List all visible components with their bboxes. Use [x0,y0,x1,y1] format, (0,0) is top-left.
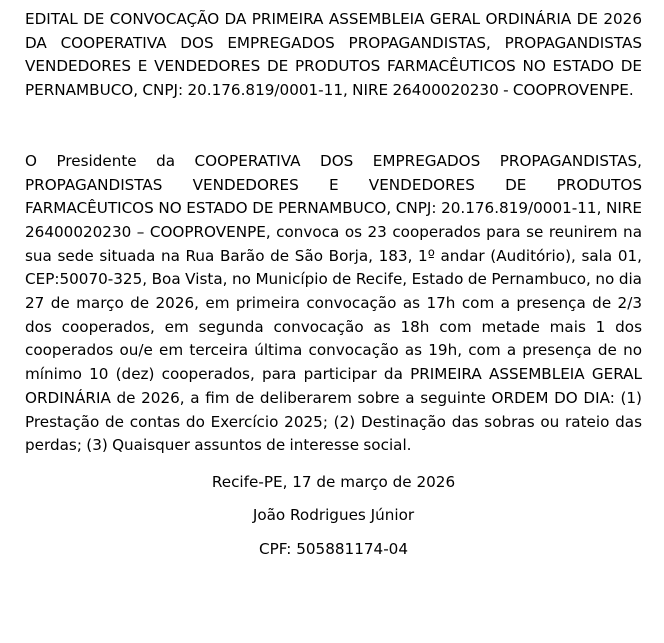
notice-body: O Presidente da COOPERATIVA DOS EMPREGADOS PROPAGANDISTAS, PROPAGANDISTAS VENDEDORES E VENDEDORES DE PRODUTOS FARMACÊUTICOS NO ESTADO DE PERNAMBUCO, CNPJ: 20.176.819/0001-11, NIRE 26400020230 – COOPROVENPE, convoca os 23 cooperados para se reunirem na sua sede situada na Rua Barão de São Borja, 183, 1º andar (Auditório), sala 01, CEP:50070-325, Boa Vista, no Município de Recife, Estado de Pernambuco, no dia 27 de março de 2026, em primeira convocação as 17h com a presença de 2/3 dos cooperados, em segunda convocação as 18h com metade mais 1 dos cooperados ou/e em terceira última convocação as 19h, com a presença de no mínimo 10 (dez) cooperados, para participar da PRIMEIRA ASSEMBLEIA GERAL ORDINÁRIA de 2026, a fim de deliberarem sobre a seguinte ORDEM DO DIA: (1) Prestação de contas do Exercício 2025; (2) Destinação das sobras ou rateio das perdas; (3) Quaisquer assuntos de interesse social. [25,151,642,455]
signatory-cpf: CPF: 505881174-04 [258,539,409,558]
document [25,8,642,566]
notice-heading: EDITAL DE CONVOCAÇÃO DA PRIMEIRA ASSEMBLEIA GERAL ORDINÁRIA DE 2026 DA COOPERATIVA DOS EMPREGADOS PROPAGANDISTAS, PROPAGANDISTAS VENDEDORES E VENDEDORES DE PRODUTOS FARMACÊUTICOS NO ESTADO DE PERNAMBUCO, CNPJ: 20.176.819/0001-11, NIRE 26400020230 - COOPROVENPE. [25,10,642,100]
signatory-name: João Rodrigues Júnior [252,506,415,525]
place-date: Recife-PE, 17 de março de 2026 [211,472,456,491]
